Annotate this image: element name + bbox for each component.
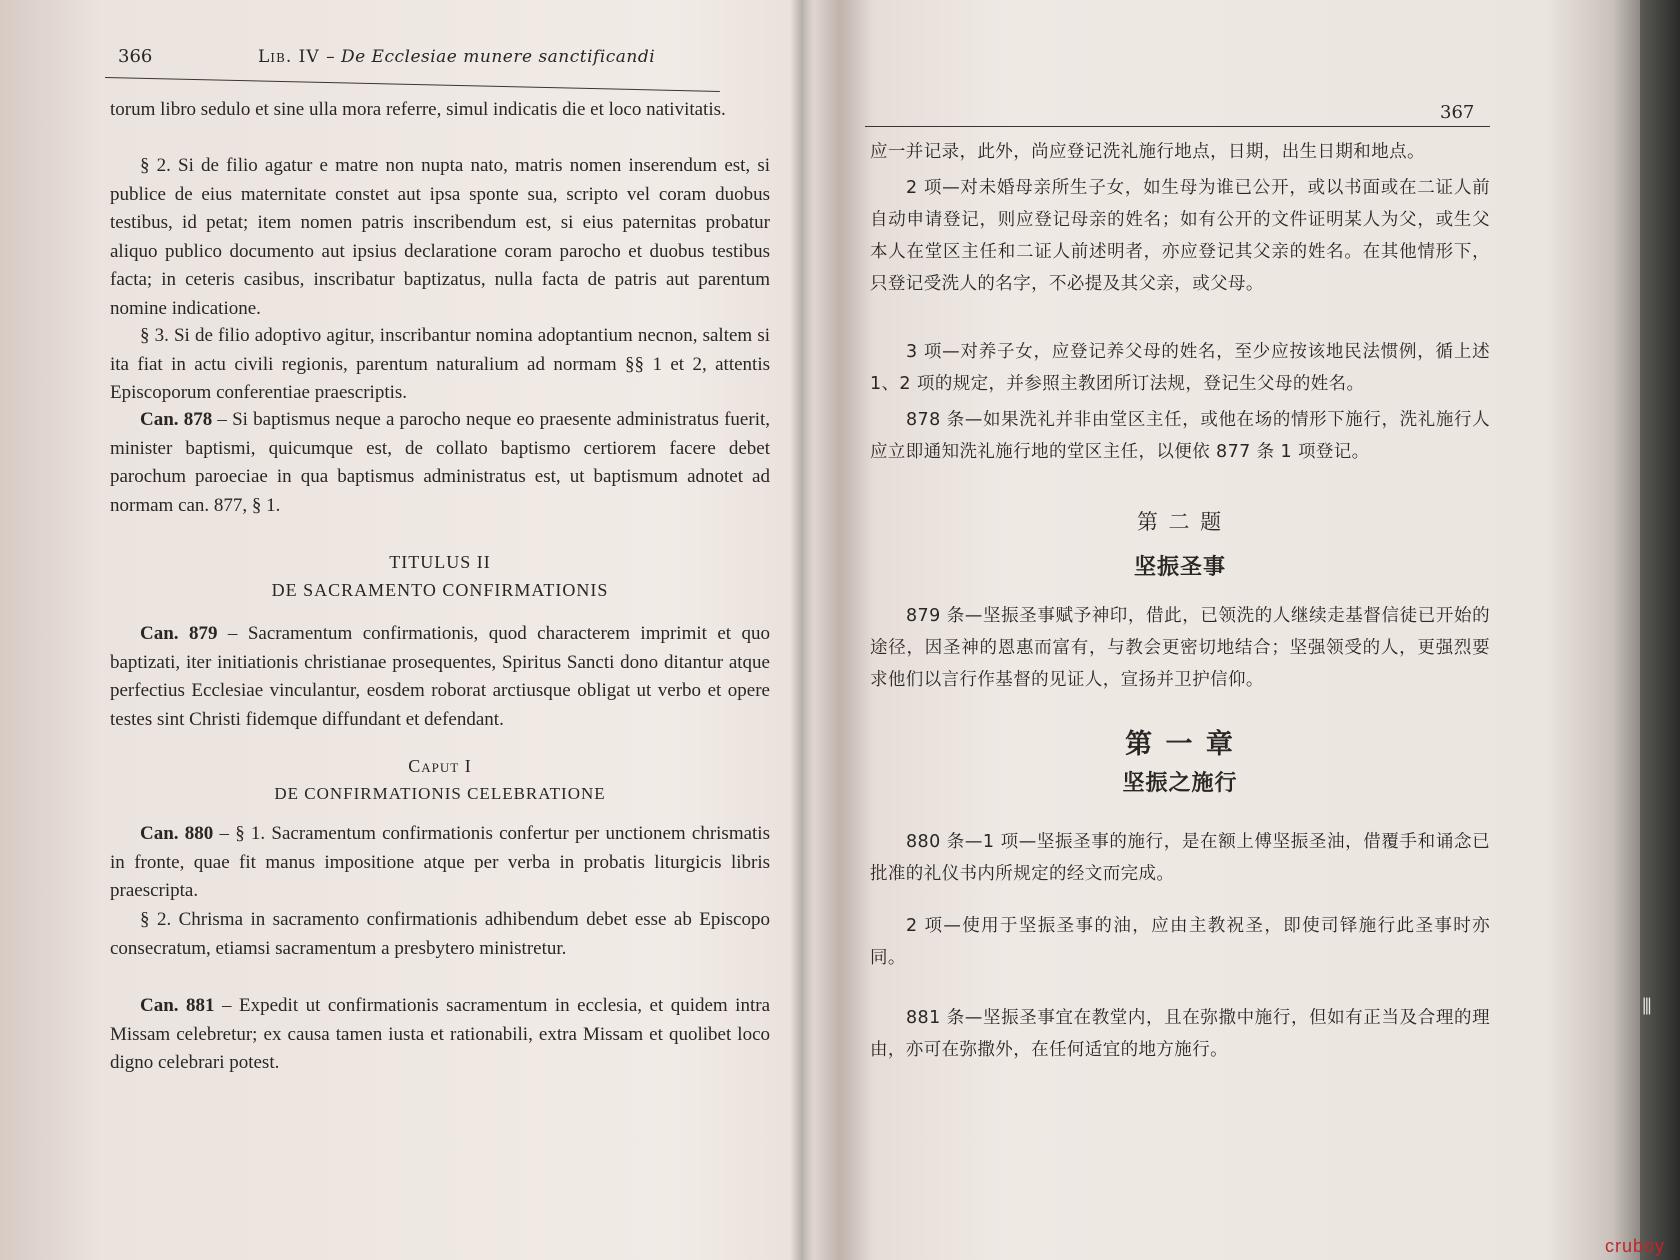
canon-878-label: Can. 878 <box>140 409 213 430</box>
canon-881-label: Can. 881 <box>140 995 215 1016</box>
canon-880-label: Can. 880 <box>140 823 214 844</box>
titulus-number: TITULUS II <box>389 552 491 572</box>
left-para-section-2 <box>110 152 770 323</box>
zh-para-section-2 <box>870 172 1490 300</box>
left-para-continuation: torum libro sedulo et sine ulla mora referre, simul indicatis die et loco nativitatis. <box>110 99 726 120</box>
section-2-text: § 2. Si de filio agatur e matre non nupta nato, matris nomen inserendum est, si publice de eius maternitate constet aut ipsa sponte sua, scripto vel coram duobus testibus, id petat; item nomen patris inscribendum est, si eius paternitas probatur aliquo publico documento aut ipsius declaratione coram parocho et duobus testibus facta; in ceteris casibus, inscribatur baptizatus, nulla facta de patris aut parentum nomine indicatione. <box>110 155 770 319</box>
zh-title-name: 坚振圣事 <box>1133 555 1226 580</box>
zh-section-3-text: 3 项—对养子女，应登记养父母的姓名，至少应按该地民法惯例，循上述 1、2 项的规定，并参照主教团所订法规，登记生父母的姓名。 <box>870 342 1490 394</box>
zh-canon-878 <box>870 404 1490 468</box>
caput-number: Caput I <box>408 756 472 776</box>
zh-canon-881-text: 881 条—坚振圣事宜在教堂内，且在弥撒中施行，但如有正当及合理的理由，亦可在弥撒外，在任何适宜的地方施行。 <box>870 1008 1490 1060</box>
right-page-number: 367 <box>1440 102 1475 123</box>
canon-879 <box>110 620 770 734</box>
zh-canon-878-text: 878 条—如果洗礼并非由堂区主任，或他在场的情形下施行，洗礼施行人应立即通知洗礼施行地的堂区主任，以便依 877 条 1 项登记。 <box>870 410 1490 462</box>
canon-880-section-2-text: § 2. Chrisma in sacramento confirmationis adhibendum debet esse ab Episcopo consecratum, etiamsi sacramentum a presbytero ministretur. <box>110 909 770 959</box>
zh-chapter-number: 第 一 章 <box>1125 729 1235 760</box>
zh-canon-880-text: 880 条—1 项—坚振圣事的施行，是在额上傅坚振圣油，借覆手和诵念已批准的礼仪书内所规定的经文而完成。 <box>870 832 1490 884</box>
zh-title-number: 第 二 题 <box>1136 510 1224 534</box>
right-running-head <box>1440 102 1474 124</box>
canon-879-label: Can. 879 <box>140 623 218 644</box>
zh-canon-879-text: 879 条—坚振圣事赋予神印，借此，已领洗的人继续走基督信徒已开始的途径，因圣神的恩惠而富有，与教会更密切地结合；坚强领受的人，更强烈要求他们以言行作基督的见证人，宣扬并卫护信仰。 <box>870 606 1490 690</box>
caput-title: DE CONFIRMATIONIS CELEBRATIONE <box>274 784 606 803</box>
running-head-lib: Lib. IV <box>258 47 320 67</box>
zh-chapter-name: 坚振之施行 <box>1122 771 1238 796</box>
fore-edge-mark-icon: ⦀ <box>1642 995 1652 1020</box>
zh-canon-881 <box>870 1002 1490 1066</box>
right-header-rule <box>865 126 1490 127</box>
zh-canon-880 <box>870 826 1490 890</box>
canon-878-text: – Si baptismus neque a parocho neque eo praesente administratus fuerit, minister baptismi, quicumque est, de collato baptismo certiorem facere debet parochum paroeciae in qua baptismus administratus est, ut baptismum adnotet ad normam can. 877, § 1. <box>110 409 770 516</box>
zh-canon-880-section-2-text: 2 项—使用于坚振圣事的油，应由主教祝圣，即使司铎施行此圣事时亦同。 <box>870 916 1490 968</box>
canon-878 <box>110 406 770 520</box>
book-fore-edge <box>1640 0 1680 1260</box>
canon-880-text: – § 1. Sacramentum confirmationis confertur per unctionem chrismatis in fronte, quae fit manus impositione atque per verba in probatis liturgicis libris praescripta. <box>110 823 770 901</box>
zh-section-2-text: 2 项—对未婚母亲所生子女，如生母为谁已公开，或以书面或在二证人前自动申请登记，则应登记母亲的姓名；如有公开的文件证明某人为父，或生父本人在堂区主任和二证人前述明者，亦应登记其父亲的姓名。在其他情形下，只登记受洗人的名字，不必提及其父亲，或父母。 <box>870 178 1490 294</box>
left-page-number: 366 <box>118 46 153 67</box>
zh-canon-880-section-2 <box>870 910 1490 974</box>
canon-881 <box>110 992 770 1078</box>
left-para-section-3 <box>110 322 770 408</box>
zh-para-continuation: 应一并记录，此外，尚应登记洗礼施行地点，日期，出生日期和地点。 <box>870 142 1425 162</box>
watermark: cruboy <box>1605 1236 1666 1256</box>
canon-880 <box>110 820 770 906</box>
running-head-title: – De Ecclesiae munere sanctificandi <box>326 47 656 67</box>
zh-para-section-3 <box>870 336 1490 400</box>
canon-880-section-2 <box>110 906 770 963</box>
section-3-text: § 3. Si de filio adoptivo agitur, inscribantur nomina adoptantium necnon, saltem si ita fiat in actu civili regionis, parentum naturalium ad normam §§ 1 et 2, attentis Episcoporum conferentiae praescriptis. <box>110 325 770 403</box>
zh-canon-879 <box>870 600 1490 696</box>
left-running-head <box>118 46 152 68</box>
left-running-title <box>258 46 655 68</box>
titulus-title: DE SACRAMENTO CONFIRMATIONIS <box>271 580 609 600</box>
canon-879-text: – Sacramentum confirmationis, quod characterem imprimit et quo baptizati, iter initiationis christianae prosequentes, Spiritus Sancti dono ditantur atque perfectius Ecclesiae vinculantur, eosdem roborat arctiusque obligat ut verbo et opere testes sint Christi fidemque diffundant et defendant. <box>110 623 771 730</box>
canon-881-text: – Expedit ut confirmationis sacramentum in ecclesia, et quidem intra Missam celebretur; ex causa tamen iusta et rationabili, extra Missam et quolibet loco digno celebrari potest. <box>110 995 771 1073</box>
